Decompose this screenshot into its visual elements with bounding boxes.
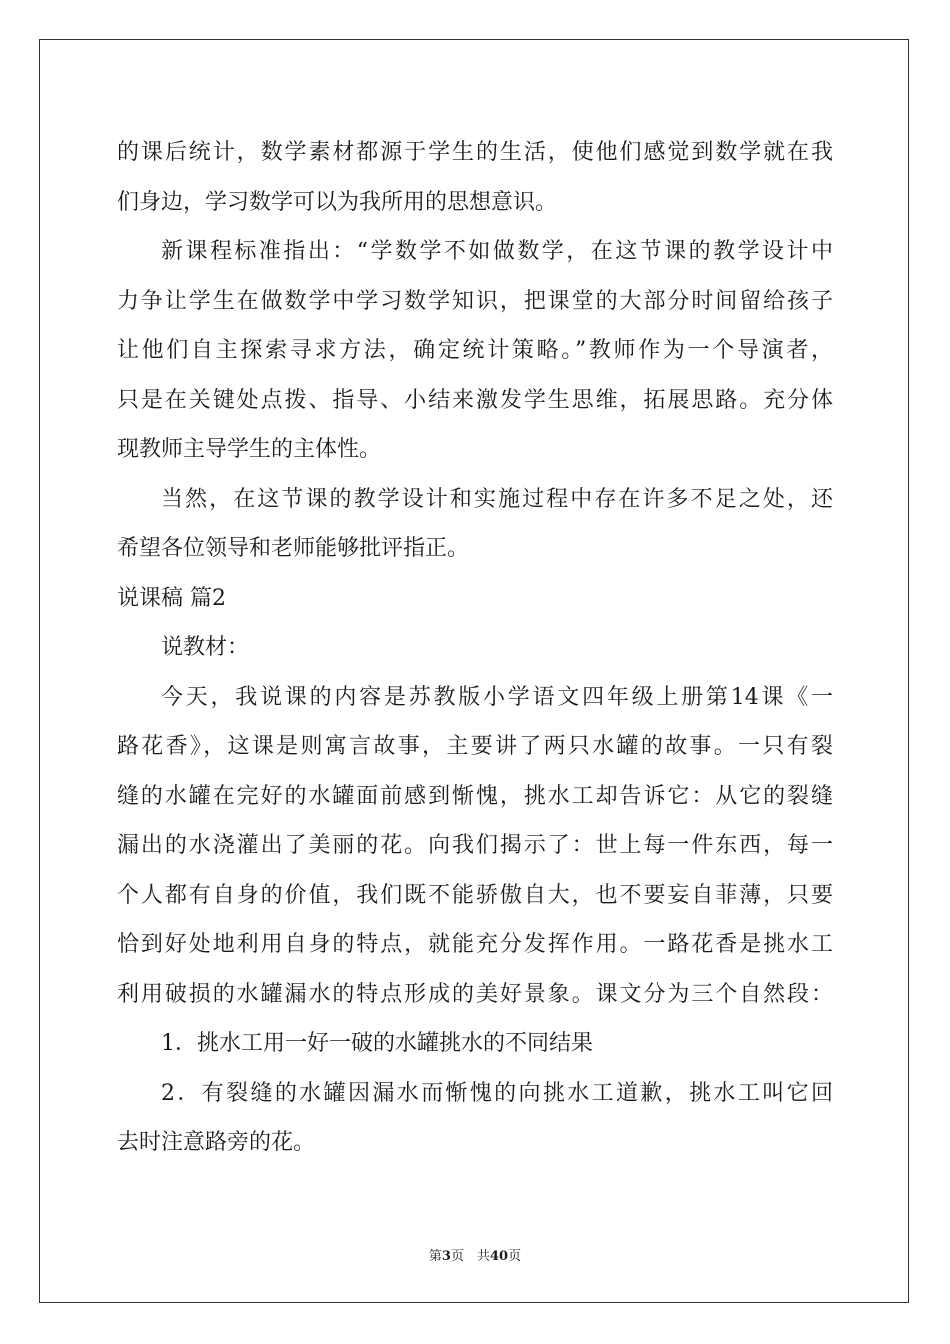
text-line: 去时注意路旁的花。	[117, 1130, 316, 1155]
footer-suffix: 页	[508, 1249, 522, 1264]
text-line: 只是在关键处点拨、指导、小结来激发学生思维，拓展思路。充分体	[117, 387, 833, 413]
footer-prefix: 第	[428, 1249, 442, 1264]
text-line: 力争让学生在做数学中学习数学知识，把课堂的大部分时间留给孩子	[117, 288, 833, 314]
text-line: 说课稿 篇2	[117, 585, 226, 611]
text-line: 1．挑水工用一好一破的水罐挑水的不同结果	[161, 1031, 593, 1056]
text-line: 漏出的水浇灌出了美丽的花。向我们揭示了：世上每一件东西，每一	[117, 833, 833, 858]
text-line: 利用破损的水罐漏水的特点形成的美好景象。课文分为三个自然段：	[117, 981, 833, 1007]
footer-mid: 页 共	[450, 1249, 490, 1264]
text-line: 2．有裂缝的水罐因漏水而惭愧的向挑水工道歉，挑水工叫它回	[161, 1080, 833, 1106]
text-line: 们身边，学习数学可以为我所用的思想意识。	[117, 189, 558, 215]
text-line: 希望各位领导和老师能够批评指正。	[117, 536, 470, 561]
text-line: 说教材：	[161, 635, 250, 660]
text-line: 现教师主导学生的主体性。	[117, 437, 382, 462]
total-pages-number: 40	[489, 1249, 509, 1264]
document-body	[117, 128, 833, 1168]
text-line: 今天，我说课的内容是苏教版小学语文四年级上册第14课《一	[161, 684, 833, 710]
text-line: 让他们自主探索寻求方法，确定统计策略。”教师作为一个导演者，	[117, 338, 833, 363]
current-page-number: 3	[441, 1249, 451, 1264]
text-line: 恰到好处地利用自身的特点，就能充分发挥作用。一路花香是挑水工	[117, 932, 833, 957]
text-line: 个人都有自身的价值，我们既不能骄傲自大，也不要妄自菲薄，只要	[117, 882, 833, 908]
text-line: 的课后统计，数学素材都源于学生的生活，使他们感觉到数学就在我	[117, 140, 833, 165]
text-line: 新课程标准指出：“学数学不如做数学，在这节课的教学设计中	[161, 239, 833, 264]
text-line: 缝的水罐在完好的水罐面前感到惭愧，挑水工却告诉它：从它的裂缝	[117, 783, 833, 809]
text-line: 路花香》，这课是则寓言故事，主要讲了两只水罐的故事。一只有裂	[117, 734, 833, 759]
text-line: 当然，在这节课的教学设计和实施过程中存在许多不足之处，还	[161, 486, 833, 512]
page-footer	[0, 1245, 950, 1264]
